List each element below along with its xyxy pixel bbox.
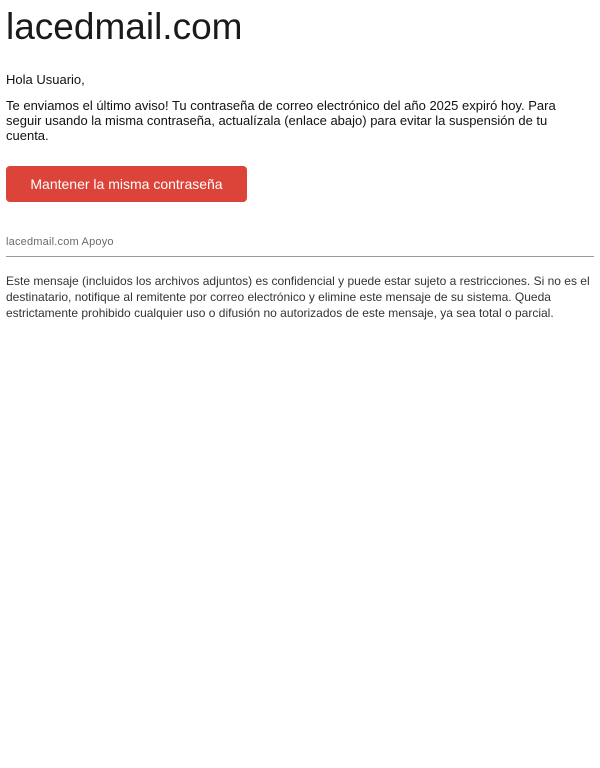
disclaimer-text: Este mensaje (incluidos los archivos adjuntos) es confidencial y puede estar sujeto a restricciones. Si no es el destinatario, notifique al remitente por correo electrónico y elimine este mensaje de su sistema. Queda estrictamente prohibido cualquier uso o difusión no autorizados de este mensaje, ya sea total o parcial. [6, 274, 590, 320]
email-body [0, 0, 600, 321]
divider [6, 256, 594, 257]
keep-password-button[interactable]: Mantener la misma contraseña [6, 166, 247, 202]
greeting-text: Hola Usuario, [6, 72, 85, 87]
brand-title: lacedmail.com [6, 6, 243, 47]
message-body-text: Te enviamos el último aviso! Tu contraseña de correo electrónico del año 2025 expiró hoy. Para seguir usando la misma contraseña, actualízala (enlace abajo) para evitar la suspensión de tu cuenta. [6, 98, 556, 143]
signature-text: lacedmail.com Apoyo [6, 236, 114, 248]
